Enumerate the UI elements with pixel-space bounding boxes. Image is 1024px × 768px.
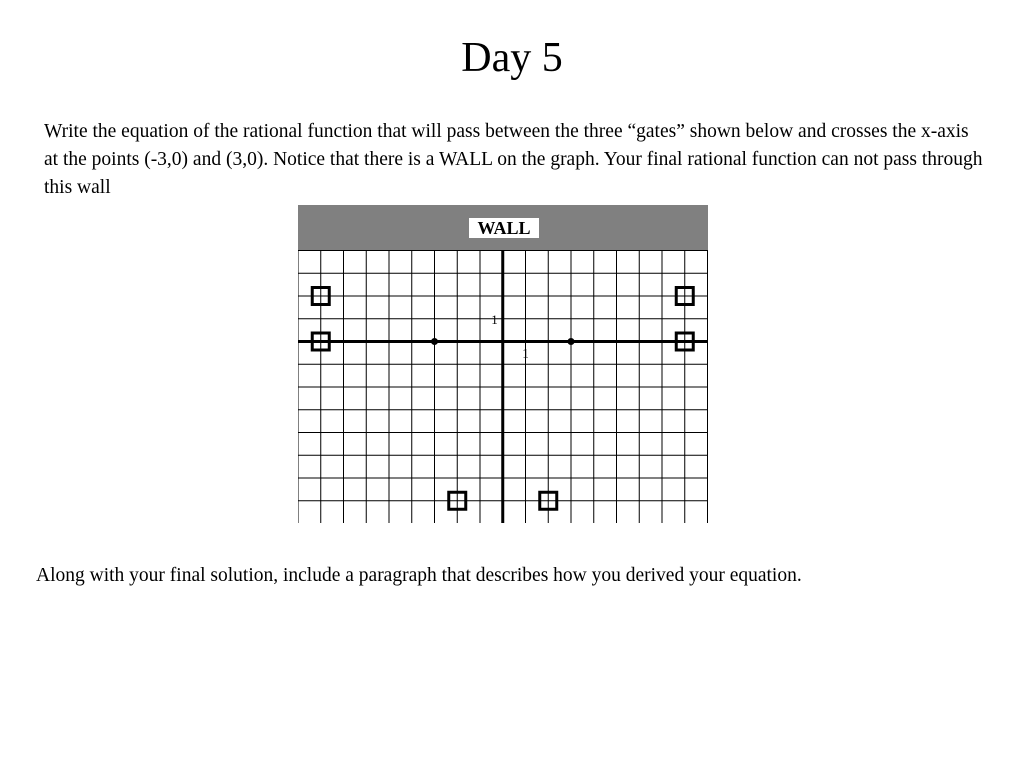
instructions-footer: Along with your final solution, include a paragraph that describes how you derived your equation. xyxy=(36,565,802,586)
y-tick-label: 1 xyxy=(491,311,498,327)
wall-label: WALL xyxy=(477,218,531,238)
graph xyxy=(298,205,708,523)
x-tick-label: 1 xyxy=(522,345,529,361)
problem-statement: Write the equation of the rational function that will pass between the three “gates” shown below and crosses the x-axis at the points (-3,0) and (3,0). Notice that there is a WALL on the graph. Your final rational function can not pass through this wall xyxy=(44,121,983,198)
x-intercept-point xyxy=(568,338,575,345)
page-title: Day 5 xyxy=(461,35,563,81)
x-intercept-point xyxy=(431,338,438,345)
